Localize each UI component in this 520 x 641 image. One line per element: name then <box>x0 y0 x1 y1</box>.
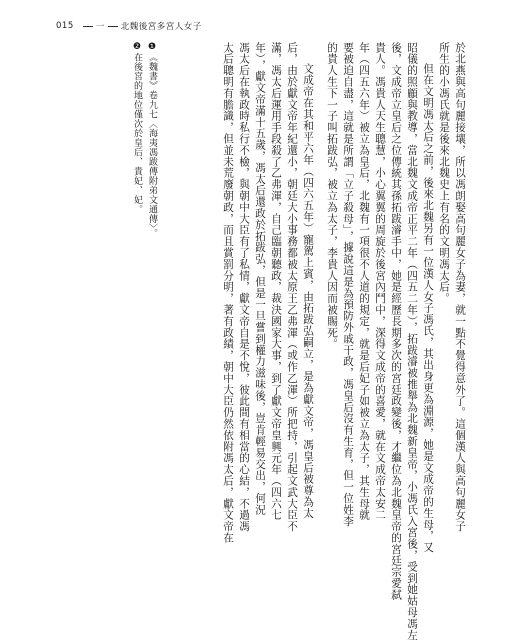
running-title: 北魏後宮多宮人女子 <box>120 22 202 32</box>
running-header <box>56 18 476 34</box>
page-number: 015 <box>56 21 74 31</box>
text-column: 滿，馮太后運用手段殺了乙弗渾，自己臨朝聽政，裁決國家大事，到了獻文帝皇興元年（四六七 <box>270 42 282 521</box>
chapter-marker: 一 <box>95 22 105 32</box>
text-column: 於北燕與高句麗接壤，所以馮朗娶高句麗女子為妻，就一點不覺得意外了。這個漢人與高句麗女子 <box>454 42 466 533</box>
header-dash <box>108 26 118 27</box>
text-column: 馮太后在執政時私行不檢，與朝中大臣有了私情，獻文帝自是不悅，彼此間有相當的心結，不過馮 <box>238 42 250 533</box>
footnote <box>146 42 158 238</box>
text-column: 文成帝在其和平六年（四六五年）寵駕上賓，由拓跋弘嗣立，是為獻文帝，馮皇后被尊為太 <box>302 63 314 519</box>
text-column: 年），獻文帝滿十五歲，馮太后還政於拓跋弘，但是一旦嘗到權力滋味後，豈肯輕易交出，何況 <box>254 42 266 516</box>
footnote <box>131 42 143 214</box>
footnote-marker: ❷ <box>132 42 142 53</box>
text-column: 年（四五六年）被立為皇后，北魏有一項很不人道的規定，就是后妃子如被立為太子，其生母就 <box>358 42 370 521</box>
text-column: 貴人。馮貴人天生聰慧，小心翼翼的周旋於後宮內鬥中，深得文成帝的喜愛，就在文成帝太安二 <box>374 42 386 521</box>
text-column: 所生的小馮氏就是後來北魏史上有名的文明馮太后。 <box>438 42 450 305</box>
text-column: 要被迫自盡，這就是所謂「立子殺母」，據說這是為預防外戚干政，馮皇后沒有生育，但一位姓李 <box>342 42 354 527</box>
text-column: 后，由於獻文帝年紀還小，朝廷大小事務都被太原王乙弗渾（或作乙渾）所把持，引起文武大臣不 <box>286 42 298 533</box>
footnote-marker: ❶ <box>147 42 157 53</box>
text-column: 的貴人生下一子叫拓跋弘，被立為太子，李貴人因而被賜死。 <box>326 42 338 350</box>
header-dash <box>83 26 93 27</box>
text-column: 後，文成帝立皇后之位傳統其孫拓跋濬手中，她是經歷長期多次的宮廷政變後，才繼位為北魏皇帝的宮廷宗愛弑 <box>390 42 402 601</box>
text-column: 但在文明馮太后之前，後來北魏另有一位漢人女子馮氏，其出身更為淵源，她是文成帝的生母，又 <box>422 63 434 554</box>
footnote-text: 在後宮的地位僅次於皇后、貴妃、妃。 <box>132 52 142 214</box>
text-column: 昭儀的照顧與教導，當北魏文成帝正平二年（四五二年），拓跋濬被推舉為北魏新皇帝，小馮氏入宮後，受到她姑母馮左 <box>406 42 418 641</box>
text-column: 太后聰明有膽識，但並未荒廢朝政，而且賞罰分明，著有政績，朝中大臣仍然依附馮太后，獻文帝在 <box>222 42 234 544</box>
footnote-text: 《魏書》卷九七〈海夷馮跋傳附弟文通傳〉。 <box>147 52 157 238</box>
